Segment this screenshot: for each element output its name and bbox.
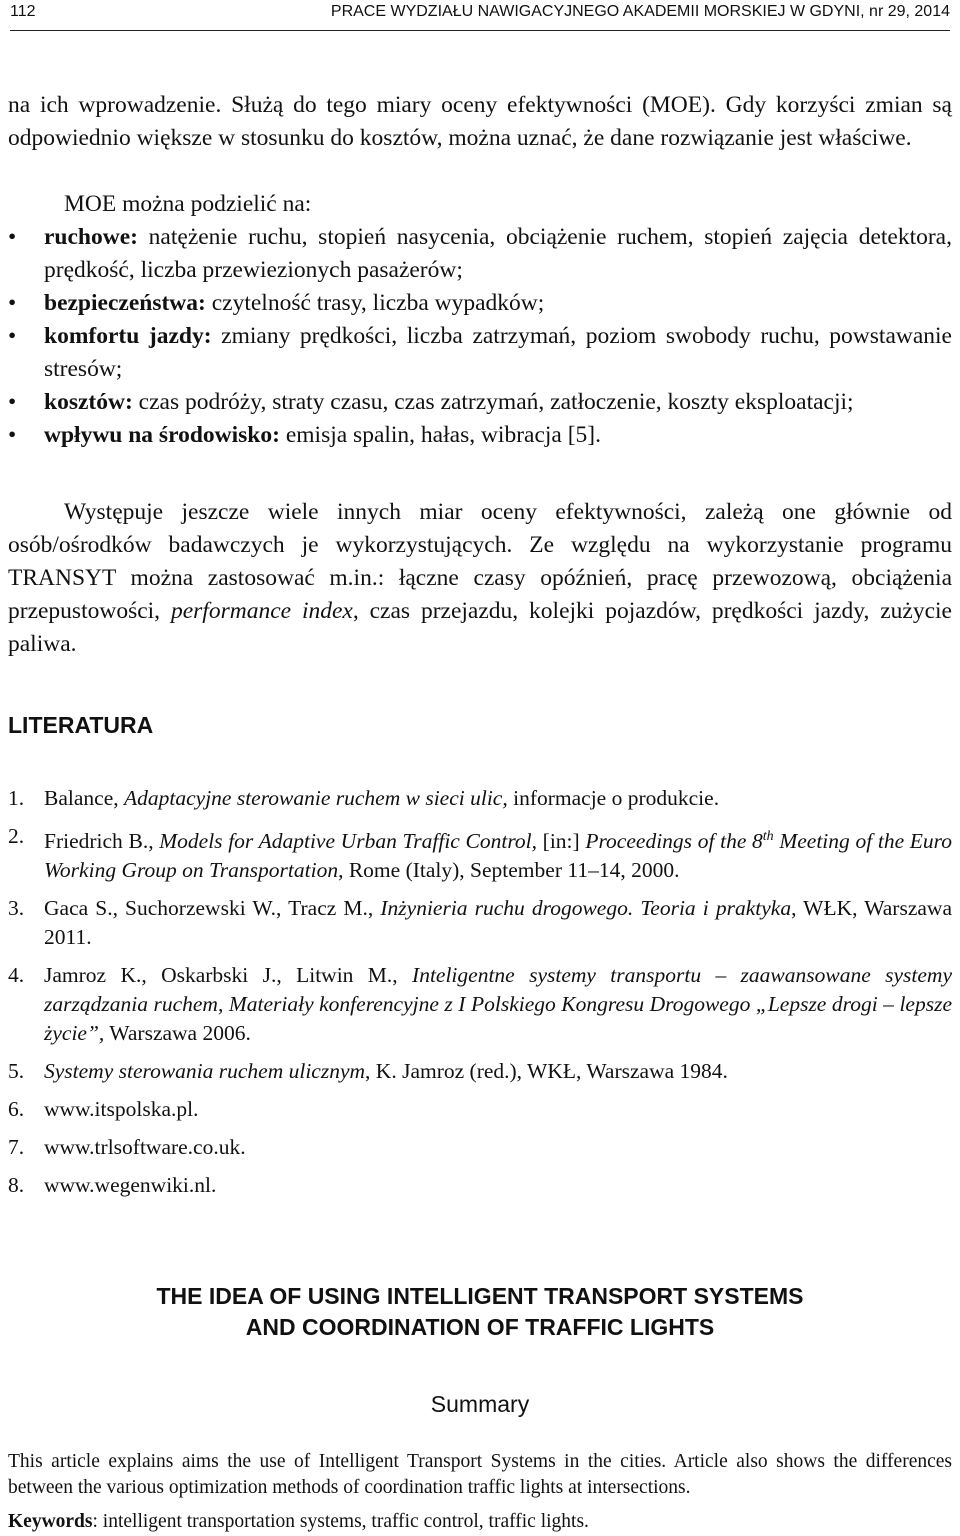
keywords-text: : intelligent transportation systems, traffic control, traffic lights. bbox=[92, 1511, 589, 1532]
bullet-icon: • bbox=[8, 323, 17, 349]
reference-text: Gaca S., Suchorzewski W., Tracz M., bbox=[44, 896, 381, 921]
running-header bbox=[10, 0, 950, 31]
keywords-label: Keywords bbox=[8, 1511, 93, 1532]
bullet-text: natężenie ruchu, stopień nasycenia, obciążenie ruchem, stopień zajęcia detektora, prędkość, liczba przewiezionych pasażerów; bbox=[44, 224, 952, 283]
reference-item bbox=[8, 822, 952, 885]
closing-paragraph bbox=[8, 496, 952, 661]
summary-heading: Summary bbox=[430, 1391, 530, 1417]
list-item bbox=[8, 287, 952, 320]
reference-item bbox=[8, 1171, 952, 1200]
reference-text: Proceedings of the 8 bbox=[585, 829, 763, 854]
reference-text: Inteligentne systemy transportu – zaawansowane systemy zarządzania ruchem, Materiały konferencyjne z I Polskiego Kongresu Drogowego „Lepsze drogi – lepsze życie”, bbox=[44, 963, 952, 1046]
summary-text: This article explains aims the use of Intelligent Transport Systems in the cities. Article also shows the differences between the various optimization methods of coordination traffic lights at intersections. bbox=[8, 1451, 952, 1498]
reference-text: th bbox=[762, 829, 774, 844]
bullet-icon: • bbox=[8, 224, 17, 250]
bullet-term: kosztów: bbox=[44, 389, 133, 415]
reference-item bbox=[8, 1133, 952, 1162]
reference-text: Systemy sterowania ruchem ulicznym bbox=[44, 1059, 366, 1084]
bullet-text: zmiany prędkości, liczba zatrzymań, poziom swobody ruchu, powstawanie stresów; bbox=[44, 323, 952, 382]
closing-text-end: , czas przejazdu, kolejki pojazdów, prędkości jazdy, zużycie paliwa. bbox=[8, 598, 952, 657]
reference-item bbox=[8, 1057, 952, 1086]
reference-text: Meeting of the Euro Working Group on Transportation bbox=[44, 829, 952, 883]
reference-number: 3. bbox=[8, 896, 25, 921]
reference-number: 8. bbox=[8, 1173, 25, 1198]
reference-text: Adaptacyjne sterowanie ruchem w sieci ulic, bbox=[124, 786, 508, 810]
reference-text: Inżynieria ruchu drogowego. Teoria i praktyka bbox=[380, 896, 792, 921]
reference-number: 2. bbox=[8, 824, 25, 848]
reference-text: Balance, bbox=[44, 786, 124, 810]
english-title bbox=[0, 1281, 960, 1343]
bullet-text: czas podróży, straty czasu, czas zatrzymań, zatłoczenie, koszty eksploatacji; bbox=[132, 389, 854, 415]
reference-text: www.wegenwiki.nl. bbox=[44, 1173, 217, 1198]
closing-text-start: Występuje jeszcze wiele innych miar oceny efektywności, zależą one głównie od osób/ośrodków badawczych je wykorzystujących. Ze względu na wykorzystanie programu TRANSYT można zastosować m.in.: łączne czasy opóźnień, pracę przewozową, obciążenia przepustowości, bbox=[8, 499, 952, 624]
bullet-term: komfortu jazdy: bbox=[44, 323, 212, 349]
reference-text: Warszawa 2006. bbox=[104, 1021, 251, 1046]
reference-text: Models for Adaptive Urban Traffic Control, bbox=[159, 829, 537, 854]
bullet-text: czytelność trasy, liczba wypadków; bbox=[205, 290, 545, 316]
reference-text: www.trlsoftware.co.uk. bbox=[44, 1135, 246, 1160]
reference-text: www.itspolska.pl. bbox=[44, 1097, 199, 1122]
bullet-term: wpływu na środowisko: bbox=[44, 422, 280, 448]
literature-heading: LITERATURA bbox=[8, 712, 154, 738]
reference-text: , Rome (Italy), September 11–14, 2000. bbox=[338, 858, 680, 883]
journal-title: PRACE WYDZIAŁU NAWIGACYJNEGO AKADEMII MORSKIEJ W GDYNI, nr 29, 2014 bbox=[330, 3, 950, 20]
reference-number: 6. bbox=[8, 1097, 25, 1122]
list-item bbox=[8, 386, 952, 419]
intro-paragraph: na ich wprowadzenie. Służą do tego miary oceny efektywności (MOE). Gdy korzyści zmian są odpowiednio większe w stosunku do kosztów, można uznać, że dane rozwiązanie jest właściwe. bbox=[8, 92, 952, 151]
bullet-icon: • bbox=[8, 422, 17, 448]
bullet-icon: • bbox=[8, 389, 17, 415]
bullet-icon: • bbox=[8, 290, 17, 316]
reference-list bbox=[8, 784, 952, 1209]
list-item bbox=[8, 320, 952, 386]
english-title-line: AND COORDINATION OF TRAFFIC LIGHTS bbox=[245, 1314, 715, 1340]
page-number: 112 bbox=[10, 3, 36, 20]
reference-item bbox=[8, 894, 952, 952]
reference-number: 4. bbox=[8, 963, 25, 988]
reference-text: Friedrich B., bbox=[44, 829, 160, 854]
bullet-term: ruchowe: bbox=[44, 224, 138, 250]
reference-number: 5. bbox=[8, 1059, 25, 1084]
bullet-term: bezpieczeństwa: bbox=[44, 290, 206, 316]
reference-text: [in:] bbox=[537, 829, 586, 854]
keywords bbox=[8, 1509, 952, 1535]
reference-number: 7. bbox=[8, 1135, 25, 1160]
reference-item bbox=[8, 1095, 952, 1124]
reference-item bbox=[8, 784, 952, 813]
reference-text: , K. Jamroz (red.), WKŁ, Warszawa 1984. bbox=[365, 1059, 728, 1084]
reference-text: Jamroz K., Oskarbski J., Litwin M., bbox=[44, 963, 413, 988]
list-item bbox=[8, 221, 952, 287]
reference-number: 1. bbox=[8, 786, 25, 810]
reference-text: , WŁK, Warszawa 2011. bbox=[44, 896, 952, 950]
closing-text-italic: performance index bbox=[170, 598, 353, 624]
reference-item bbox=[8, 961, 952, 1048]
list-item bbox=[8, 419, 952, 452]
bullet-text: emisja spalin, hałas, wibracja [5]. bbox=[279, 422, 602, 448]
moe-intro: MOE można podzielić na: bbox=[64, 191, 312, 217]
moe-list bbox=[8, 221, 952, 452]
english-title-line: THE IDEA OF USING INTELLIGENT TRANSPORT SYSTEMS bbox=[156, 1283, 804, 1309]
reference-text: informacje o produkcie. bbox=[507, 786, 720, 810]
